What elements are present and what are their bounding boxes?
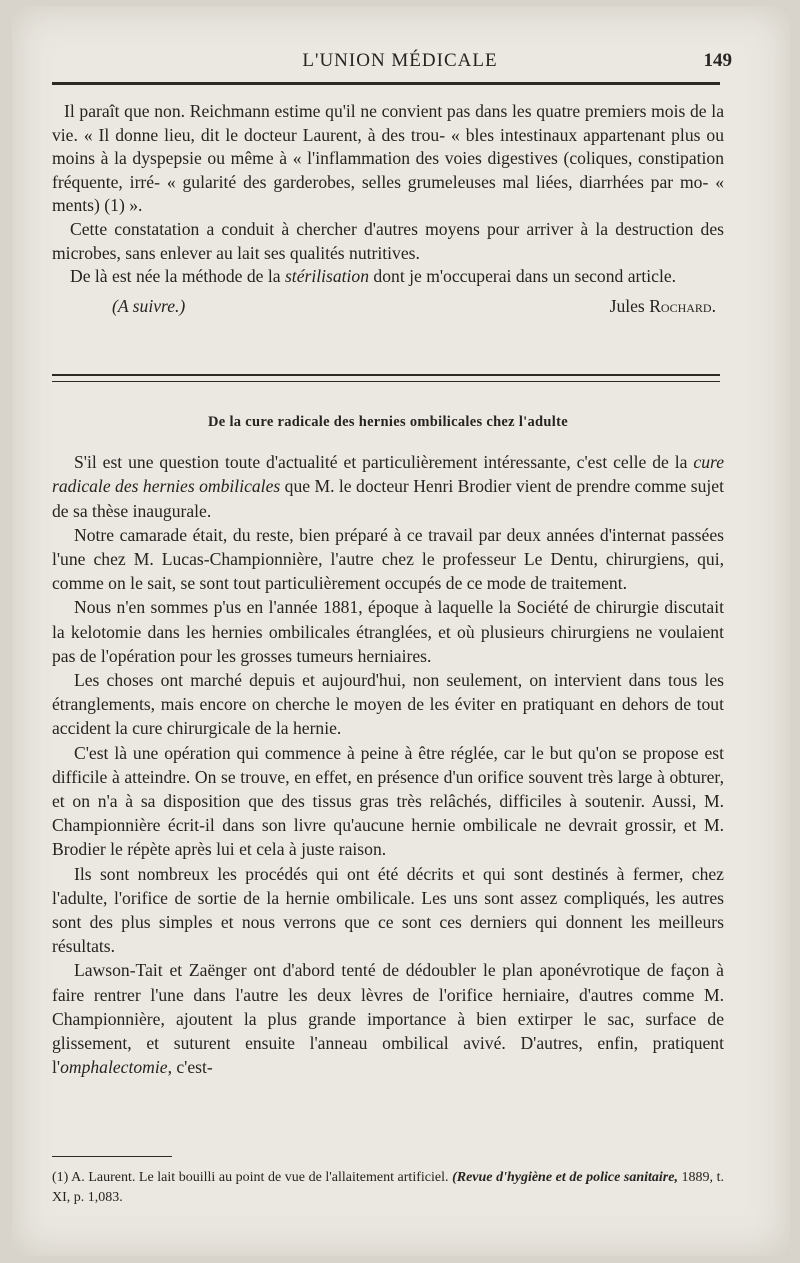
footnote-text: (1) A. Laurent. Le lait bouilli au point de vue de l'allaitement artificiel. xyxy=(52,1170,453,1185)
signature-line xyxy=(52,295,724,319)
author-signature xyxy=(610,295,716,319)
text-run: , c'est- xyxy=(167,1057,213,1078)
paragraph: Nous n'en sommes p'us en l'année 1881, époque à laquelle la Société de chirurgie discutait la kelotomie dans les hernies ombilicales étranglées, et où plusieurs chirurgiens ne voulaient pas de l'opération pour les grosses tumeurs herniaires. xyxy=(52,597,724,666)
paragraph: Notre camarade était, du reste, bien préparé à ce travail par deux années d'internat passées l'une chez M. Lucas-Championnière, l'autre chez le professeur Le Dentu, chirurgiens, qui, comme on le sait, se sont tout particulièrement occupés de ce mode de traitement. xyxy=(52,524,724,594)
footnote xyxy=(52,1168,724,1208)
text-run: Lawson-Tait et Zaënger ont d'abord tenté de dédoubler le plan aponévrotique de façon à faire rentrer l'une dans l'autre les deux lèvres de l'orifice herniaire, d'autres comme M. Championnière, ajoutent la plus grande importance à bien extirper le sac, surface de glissement, et suturent ensuite l'anneau ombilical avivé. D'autres, enfin, pratiquent l' xyxy=(52,960,724,1078)
footnote-source: (Revue d'hygiène et de police sanitaire, xyxy=(452,1170,678,1185)
page-header xyxy=(68,50,732,80)
section-divider xyxy=(52,374,720,382)
to-follow-note: (A suivre.) xyxy=(112,295,186,316)
author-first-name: Jules xyxy=(609,295,650,316)
text-run: De là est née la méthode de la xyxy=(70,266,285,287)
emphasized-term: stérilisation xyxy=(284,266,370,287)
paragraph: Cette constatation a conduit à chercher d'autres moyens pour arriver à la destruction des microbes, sans enlever au lait ses qualités nutritives. xyxy=(52,218,724,263)
running-title: L'UNION MÉDICALE xyxy=(302,50,498,71)
article xyxy=(52,410,724,1079)
article-title: De la cure radicale des hernies ombilicales chez l'adulte xyxy=(208,414,568,430)
header-rule xyxy=(52,82,720,85)
emphasized-term: omphalectomie xyxy=(60,1057,168,1078)
text-run: S'il est une question toute d'actualité et particulièrement intéressante, c'est celle de la xyxy=(74,452,694,473)
paragraph: Les choses ont marché depuis et aujourd'hui, non seulement, on intervient dans tous les étranglements, mais encore on cherche le moyen de les éviter en pratiquant en dehors de tout accident la cure chirurgicale de la hernie. xyxy=(52,670,724,739)
paragraph: Il paraît que non. Reichmann estime qu'il ne convient pas dans les quatre premiers mois de la vie. « Il donne lieu, dit le docteur Laurent, à des trou- « bles intestinaux appartenant plus ou moins à la dyspepsie ou même à « l'inflammation des voies digestives (coliques, constipation fréquente, irré- « gularité des garderobes, selles grumeleuses mal liées, diarrhées par mo- « ments) (1) ». xyxy=(52,101,724,216)
paragraph xyxy=(52,958,724,1079)
author-last-name: Rochard. xyxy=(649,295,716,316)
paragraph: C'est là une opération qui commence à peine à être réglée, car le but qu'on se propose est difficile à atteindre. On se trouve, en effet, en présence d'un orifice souvent très large à obturer, et on n'a à sa disposition que des tissus gras très relâchés, difficiles à soutenir. Aussi, M. Championnière écrit-il dans son livre qu'aucune hernie ombilicale ne devrait grossir, et M. Brodier le répète après lui et cela à juste raison. xyxy=(52,742,724,860)
paragraph xyxy=(52,450,724,523)
paragraph xyxy=(52,265,724,289)
text-run: que M. le docteur Henri Brodier vient de prendre comme sujet de sa thèse inaugurale. xyxy=(52,476,725,521)
footnote-rule xyxy=(52,1156,172,1157)
page-number: 149 xyxy=(703,50,732,71)
previous-article-continuation xyxy=(52,100,724,318)
emphasized-term: cure radicale des hernies ombilicales xyxy=(52,452,724,497)
paragraph: Ils sont nombreux les procédés qui ont été décrits et qui sont destinés à fermer, chez l'adulte, l'orifice de sortie de la hernie ombilicale. Les uns sont assez compliqués, les autres sont des plus simples et nous verrons que ce sont ces derniers qui donnent les meilleurs résultats. xyxy=(52,863,724,957)
footnote-reference: 1889, t. XI, p. 1,083. xyxy=(52,1170,725,1205)
text-run: dont je m'occuperai dans un second article. xyxy=(369,266,677,287)
